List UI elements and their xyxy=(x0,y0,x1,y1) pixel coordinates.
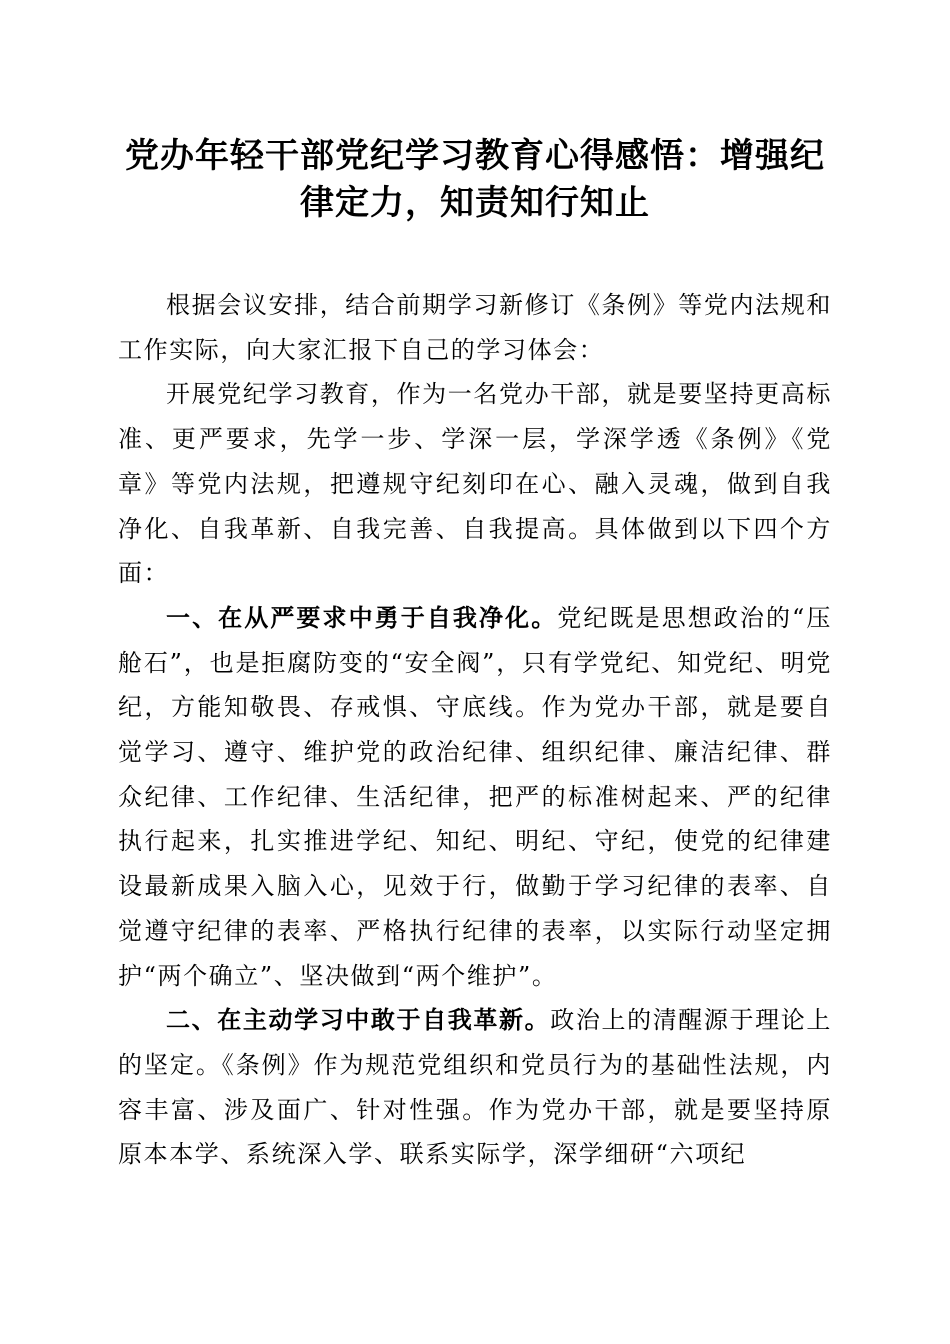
document-body xyxy=(118,283,832,1177)
title-line-1: 党办年轻干部党纪学习教育心得感悟：增强纪 xyxy=(125,136,825,176)
paragraph-text: 党纪既是思想政治的“压舱石”，也是拒腐防变的“安全阀”，只有学党纪、知党纪、明党纪，方能知敬畏、存戒惧、守底线。作为党办干部，就是要自觉学习、遵守、维护党的政治纪律、组织纪律、廉洁纪律、群众纪律、工作纪律、生活纪律，把严的标准树起来、严的纪律执行起来，扎实推进学纪、知纪、明纪、守纪，使党的纪律建设最新成果入脑入心，见效于行，做勤于学习纪律的表率、自觉遵守纪律的表率、严格执行纪律的表率，以实际行动坚定拥护“两个确立”、坚决做到“两个维护”。 xyxy=(118,603,833,990)
paragraph-text: 开展党纪学习教育，作为一名党办干部，就是要坚持更高标准、更严要求，先学一步、学深一层，学深学透《条例》《党章》等党内法规，把遵规守纪刻印在心、融入灵魂，做到自我净化、自我革新、自我完善、自我提高。具体做到以下四个方面： xyxy=(118,380,832,588)
paragraph-point-1 xyxy=(118,596,832,998)
paragraph-overview xyxy=(118,372,832,596)
document-page xyxy=(118,133,832,1177)
paragraph-intro xyxy=(118,283,832,372)
title-line-2: 律定力，知责知行知止 xyxy=(300,183,650,223)
paragraph-point-2 xyxy=(118,998,832,1177)
document-title xyxy=(118,133,832,227)
paragraph-lead-heading: 一、在从严要求中勇于自我净化。 xyxy=(166,603,558,632)
paragraph-lead-heading: 二、在主动学习中敢于自我革新。 xyxy=(166,1006,551,1035)
paragraph-text: 政治上的清醒源于理论上的坚定。《条例》作为规范党组织和党员行为的基础性法规，内容丰富、涉及面广、针对性强。作为党办干部，就是要坚持原原本本学、系统深入学、联系实际学，深学细研“六项纪 xyxy=(118,1006,832,1169)
paragraph-text: 根据会议安排，结合前期学习新修订《条例》等党内法规和工作实际，向大家汇报下自己的学习体会： xyxy=(118,291,832,364)
